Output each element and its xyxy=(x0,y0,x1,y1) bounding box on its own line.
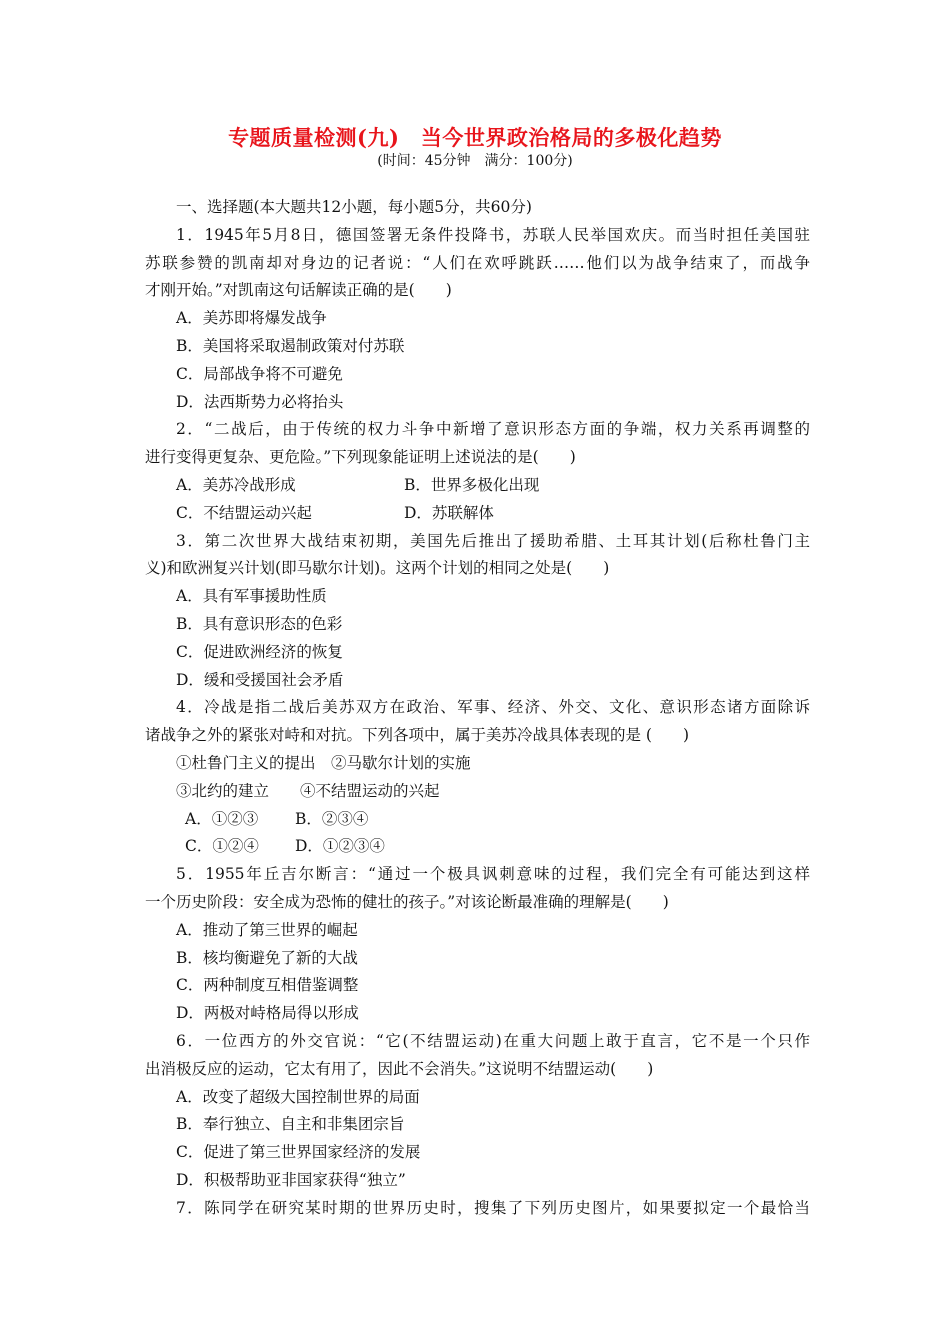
q1-option-c: C．局部战争将不可避免 xyxy=(176,364,343,383)
q6-option-b: B．奉行独立、自主和非集团宗旨 xyxy=(176,1115,405,1134)
q1-option-a: A．美苏即将爆发战争 xyxy=(176,309,327,328)
q1-option-b: B．美国将采取遏制政策对付苏联 xyxy=(176,336,405,355)
q4-options-row2 xyxy=(145,833,810,861)
q3-option-b: B．具有意识形态的色彩 xyxy=(176,614,343,633)
q4-option-a: A．①②③ xyxy=(185,809,259,828)
q2-option-d: D．苏联解体 xyxy=(404,503,494,522)
q3-option-d: D．缓和受援国社会矛盾 xyxy=(176,670,344,689)
q1-stem-line3: 才刚开始。”对凯南这句话解读正确的是( ) xyxy=(145,281,452,300)
q5-option-c: C．两种制度互相借鉴调整 xyxy=(176,976,359,995)
q2-stem-line1: 2．“二战后，由于传统的权力斗争中新增了意识形态方面的争端，权力关系再调整的 xyxy=(176,420,810,439)
q6-option-a: A．改变了超级大国控制世界的局面 xyxy=(176,1087,420,1106)
q4-statements-row1: ①杜鲁门主义的提出 ②马歇尔计划的实施 xyxy=(176,753,471,772)
q3-option-a: A．具有军事援助性质 xyxy=(176,587,327,606)
q4-stem-line2: 诸战争之外的紧张对峙和对抗。下列各项中，属于美苏冷战具体表现的是 ( ) xyxy=(145,726,690,745)
q2-option-c: C．不结盟运动兴起 xyxy=(176,503,312,522)
q4-option-b: B．②③④ xyxy=(295,809,369,828)
q3-stem-line1: 3．第二次世界大战结束初期，美国先后推出了援助希腊、土耳其计划(后称杜鲁门主 xyxy=(176,531,810,550)
q4-option-c: C．①②④ xyxy=(185,837,259,856)
q2-option-a: A．美苏冷战形成 xyxy=(176,475,296,494)
q2-options-row2 xyxy=(145,500,810,528)
question-content xyxy=(145,194,810,1222)
section-heading: 一、选择题(本大题共12小题，每小题5分，共60分) xyxy=(176,198,532,216)
q3-option-c: C．促进欧洲经济的恢复 xyxy=(176,642,343,661)
q5-option-d: D．两极对峙格局得以形成 xyxy=(176,1004,359,1023)
q1-option-d: D．法西斯势力必将抬头 xyxy=(176,392,344,411)
page-title: 专题质量检测(九) 当今世界政治格局的多极化趋势 xyxy=(228,125,722,150)
q7-stem-line1: 7．陈同学在研究某时期的世界历史时，搜集了下列历史图片，如果要拟定一个最恰当 xyxy=(176,1198,810,1217)
q5-option-a: A．推动了第三世界的崛起 xyxy=(176,920,358,939)
q5-option-b: B．核均衡避免了新的大战 xyxy=(176,948,358,967)
q6-option-d: D．积极帮助亚非国家获得“独立” xyxy=(176,1170,406,1189)
page-subtitle: (时间：45分钟 满分：100分) xyxy=(377,153,573,169)
q5-stem-line1: 5．1955年丘吉尔断言：“通过一个极具讽刺意味的过程，我们完全有可能达到这样 xyxy=(176,865,810,884)
q1-stem-line1: 1．1945年5月8日，德国签署无条件投降书，苏联人民举国欢庆。而当时担任美国驻 xyxy=(176,225,810,244)
q1-stem-line2: 苏联参赞的凯南却对身边的记者说：“人们在欢呼跳跃……他们以为战争结束了，而战争 xyxy=(145,253,810,272)
q3-stem-line2: 义)和欧洲复兴计划(即马歇尔计划)。这两个计划的相同之处是( ) xyxy=(145,559,610,578)
q6-stem-line1: 6．一位西方的外交官说：“它(不结盟运动)在重大问题上敢于直言，它不是一个只作 xyxy=(176,1031,810,1050)
q6-option-c: C．促进了第三世界国家经济的发展 xyxy=(176,1143,421,1162)
q4-stem-line1: 4．冷战是指二战后美苏双方在政治、军事、经济、外交、文化、意识形态诸方面除诉 xyxy=(176,698,810,717)
q4-statements-row2: ③北约的建立 ④不结盟运动的兴起 xyxy=(176,781,440,800)
q4-option-d: D．①②③④ xyxy=(295,837,385,856)
q6-stem-line2: 出消极反应的运动，它太有用了，因此不会消失。”这说明不结盟运动( ) xyxy=(145,1059,654,1078)
q2-options-row1 xyxy=(145,472,810,500)
q4-options-row1 xyxy=(145,806,810,834)
q2-stem-line2: 进行变得更复杂、更危险。”下列现象能证明上述说法的是( ) xyxy=(145,448,576,467)
q2-option-b: B．世界多极化出现 xyxy=(404,475,540,494)
q5-stem-line2: 一个历史阶段：安全成为恐怖的健壮的孩子。”对该论断最准确的理解是( ) xyxy=(145,892,669,911)
